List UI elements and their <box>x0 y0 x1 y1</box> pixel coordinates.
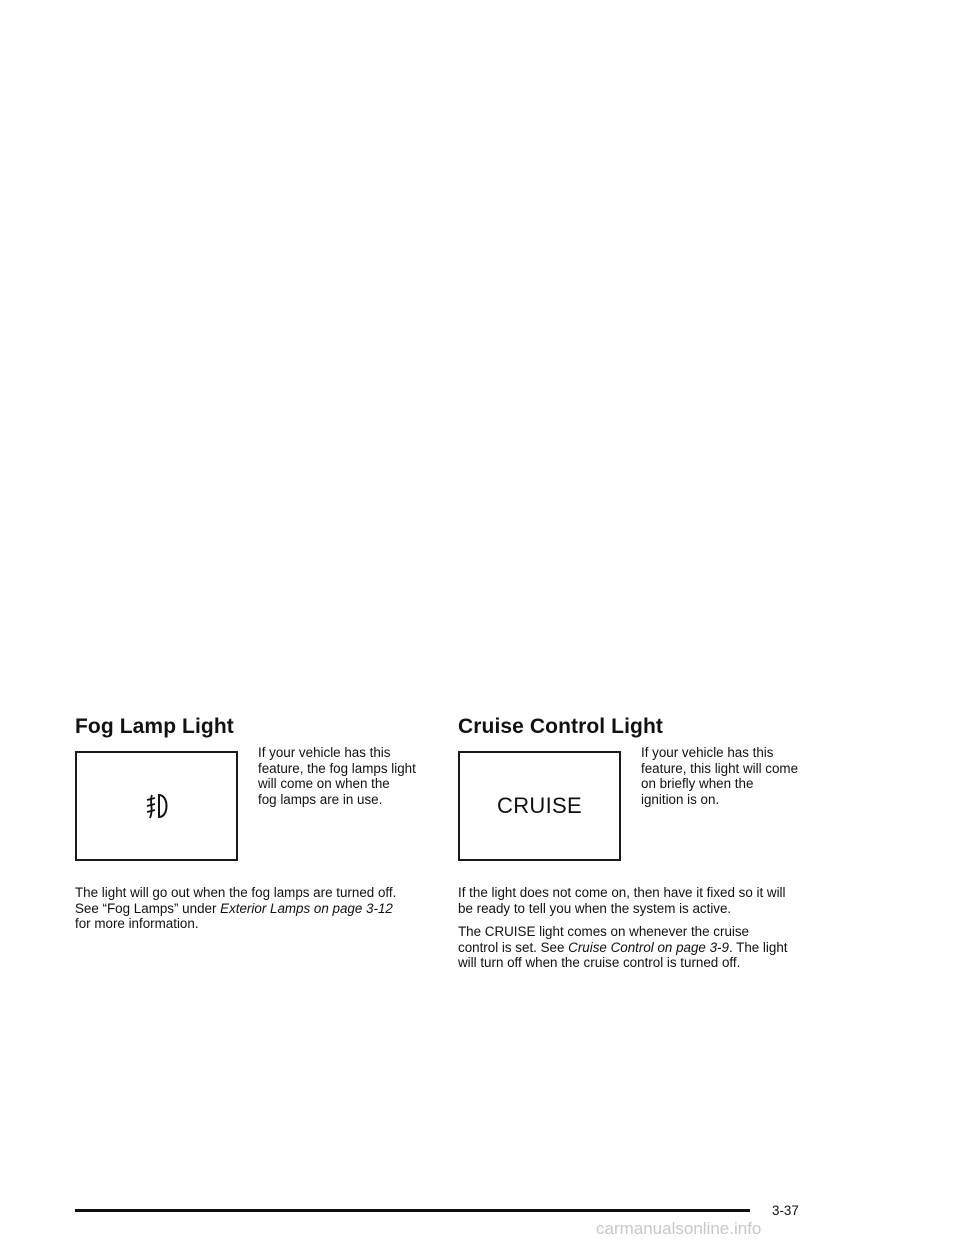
cruise-paragraph-1: If the light does not come on, then have it fixed so it will be ready to tell you when the system is active. <box>458 885 786 916</box>
footer-rule <box>75 1209 750 1212</box>
watermark: carmanualsonline.info <box>596 1219 762 1238</box>
cruise-indicator-box <box>458 751 621 861</box>
fog-lamp-figure-row <box>75 745 445 885</box>
fog-lamp-section <box>75 712 445 940</box>
fog-lamp-icon <box>142 791 172 821</box>
fog-lamp-paragraph: The light will go out when the fog lamps are turned off. See “Fog Lamps” under Exterior Lamps on page 3-12 for more information. <box>75 885 397 931</box>
cruise-control-heading: Cruise Control Light <box>458 715 663 738</box>
fog-lamp-heading: Fog Lamp Light <box>75 715 234 738</box>
page-number: 3-37 <box>772 1203 799 1218</box>
cruise-indicator-label: CRUISE <box>497 793 582 818</box>
cruise-paragraph-2: The CRUISE light comes on whenever the cruise control is set. See Cruise Control on page 3-9. The light will turn off when the cruise control is turned off. <box>458 924 788 970</box>
cruise-control-section <box>458 712 828 979</box>
exterior-lamps-link[interactable]: Exterior Lamps on page 3-12 <box>220 900 393 916</box>
fog-lamp-side-text: If your vehicle has this feature, the fog lamps light will come on when the fog lamps are in use. <box>258 745 416 807</box>
fog-lamp-indicator-box <box>75 751 238 861</box>
cruise-control-link[interactable]: Cruise Control on page 3-9 <box>568 939 729 955</box>
cruise-side-text: If your vehicle has this feature, this light will come on briefly when the ignition is on. <box>641 745 799 807</box>
cruise-figure-row <box>458 745 828 885</box>
